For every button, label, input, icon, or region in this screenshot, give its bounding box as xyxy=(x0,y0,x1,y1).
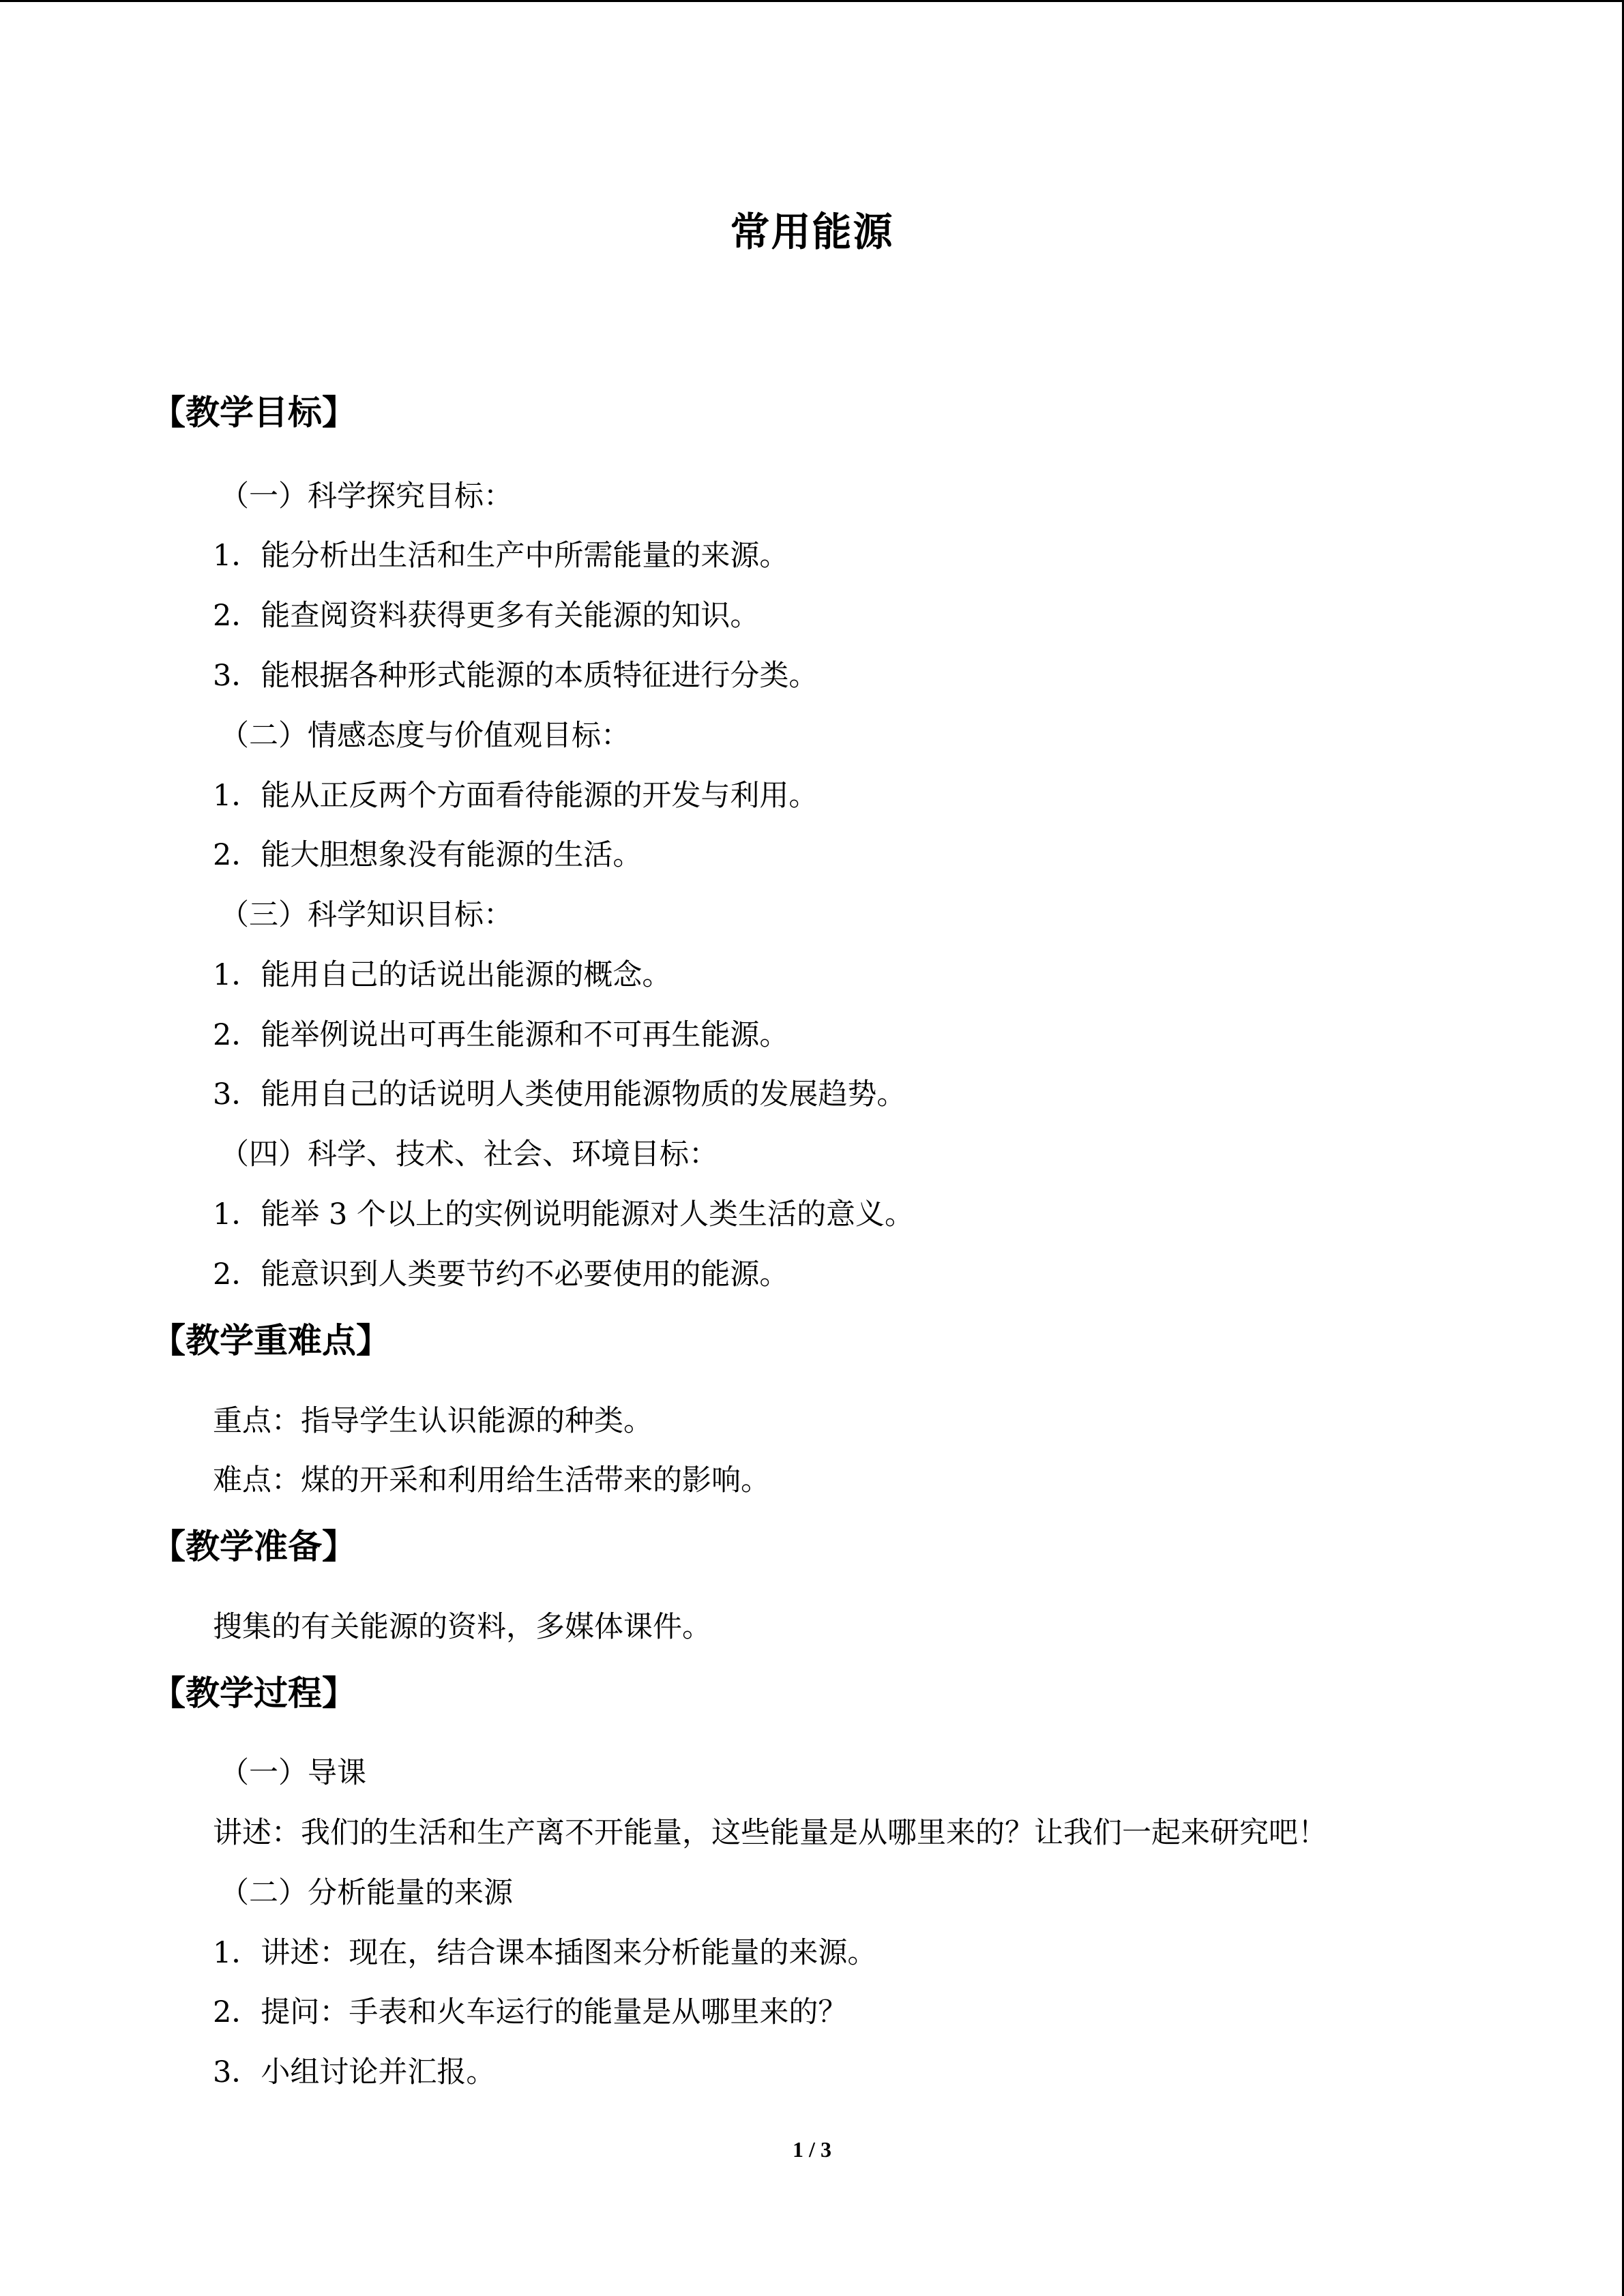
objectives-item: 1．能用自己的话说出能源的概念。 xyxy=(213,958,672,992)
section-heading-key-points: 【教学重难点】 xyxy=(151,1321,390,1360)
objectives-item: 3．能用自己的话说明人类使用能源物质的发展趋势。 xyxy=(213,1077,906,1112)
objectives-item: 3．能根据各种形式能源的本质特征进行分类。 xyxy=(213,659,818,693)
process-item: 讲述：我们的生活和生产离不开能量，这些能量是从哪里来的？让我们一起来研究吧！ xyxy=(213,1816,1327,1850)
process-item: 1．讲述：现在，结合课本插图来分析能量的来源。 xyxy=(213,1936,877,1970)
section-heading-preparation: 【教学准备】 xyxy=(151,1527,356,1566)
objectives-subheading-2: （二）情感态度与价值观目标： xyxy=(220,719,630,753)
objectives-item: 2．能意识到人类要节约不必要使用的能源。 xyxy=(213,1257,789,1292)
objectives-item: 2．能举例说出可再生能源和不可再生能源。 xyxy=(213,1018,789,1052)
process-subheading-2: （二）分析能量的来源 xyxy=(220,1876,513,1910)
objectives-item: 1．能从正反两个方面看待能源的开发与利用。 xyxy=(213,779,818,813)
process-item: 3．小组讨论并汇报。 xyxy=(213,2055,496,2089)
section-heading-objectives: 【教学目标】 xyxy=(151,393,356,432)
key-point-item: 难点：煤的开采和利用给生活带来的影响。 xyxy=(213,1463,770,1497)
key-point-item: 重点：指导学生认识能源的种类。 xyxy=(213,1404,653,1438)
objectives-subheading-1: （一）科学探究目标： xyxy=(220,479,513,513)
process-item: 2．提问：手表和火车运行的能量是从哪里来的？ xyxy=(213,1995,848,2029)
objectives-subheading-3: （三）科学知识目标： xyxy=(220,898,513,932)
objectives-item: 1．能分析出生活和生产中所需能量的来源。 xyxy=(213,539,789,573)
objectives-subheading-4: （四）科学、技术、社会、环境目标： xyxy=(220,1137,718,1172)
objectives-item: 2．能查阅资料获得更多有关能源的知识。 xyxy=(213,599,760,633)
page-number: 1 / 3 xyxy=(793,2137,831,2162)
section-heading-process: 【教学过程】 xyxy=(151,1673,356,1713)
objectives-item: 1．能举 3 个以上的实例说明能源对人类生活的意义。 xyxy=(213,1197,915,1232)
preparation-item: 搜集的有关能源的资料，多媒体课件。 xyxy=(213,1610,711,1644)
document-title: 常用能源 xyxy=(730,209,894,255)
process-subheading-1: （一）导课 xyxy=(220,1756,366,1790)
objectives-item: 2．能大胆想象没有能源的生活。 xyxy=(213,838,643,872)
